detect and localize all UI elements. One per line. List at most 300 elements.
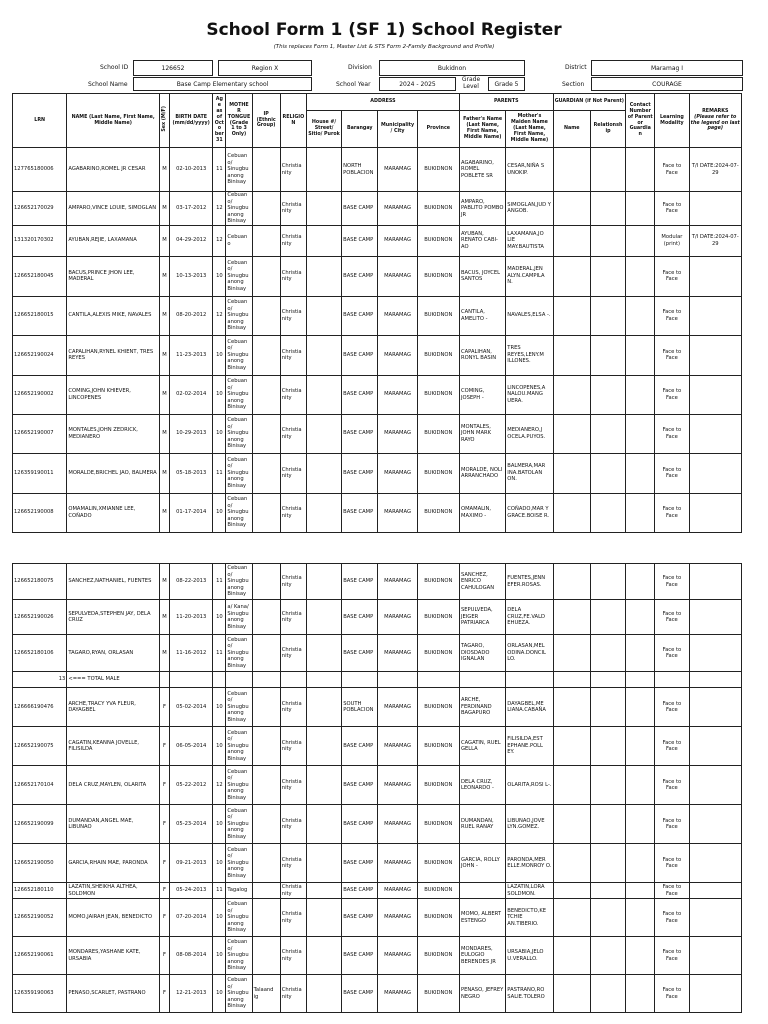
guardian-name-cell [553,225,590,256]
municipality-cell: MARAMAG [378,600,417,635]
age-cell: 10 [213,688,226,727]
col-age: Age as of Octo ber 31 [213,94,226,148]
barangay-cell: BASE CAMP [342,296,378,335]
sex-cell: F [159,805,169,844]
learning-modality-cell: Face to Face [655,148,689,192]
mother-name-cell: DELA CRUZ,FE.VALD EHUEZA. [506,600,553,635]
name-cell: MOMO,JAIRAH JEAN, BENEDICTO [67,899,160,937]
mother-name-cell: LIBUNAO,JOVE LYN.GOMEZ. [506,805,553,844]
barangay-cell: BASE CAMP [342,937,378,975]
table-row [13,375,742,414]
mother-name-cell: SIMOGLAN,JUD Y ANGOB. [506,192,553,226]
religion-cell: Christia nity [280,899,306,937]
guardian-relationship-cell [590,493,625,532]
father-name-cell: SEPULVEDA, JEIGER PATRIARCA [459,600,505,635]
register-table-page-2 [12,563,742,1013]
contact-cell [626,766,655,805]
table-row [13,600,742,635]
school-year-value: 2024 - 2025 [379,77,456,91]
sex-cell: M [159,148,169,192]
religion-cell: Christia nity [280,600,306,635]
empty-cell [378,672,417,688]
religion-cell: Christia nity [280,766,306,805]
table-row [13,453,742,493]
guardian-name-cell [553,414,590,453]
birth-date-cell: 01-17-2014 [170,493,213,532]
province-cell: BUKIDNON [417,414,459,453]
mother-tongue-cell: Cebuan o/ Sinugbu anong Binisay [226,899,252,937]
lrn-cell: 126652180045 [13,256,67,296]
lrn-cell: 126652180110 [13,883,67,899]
municipality-cell: MARAMAG [378,335,417,375]
province-cell: BUKIDNON [417,688,459,727]
remarks-cell [689,883,742,899]
guardian-name-cell [553,192,590,226]
contact-cell [626,453,655,493]
house-cell [306,414,341,453]
contact-cell [626,937,655,975]
barangay-cell: BASE CAMP [342,600,378,635]
mother-tongue-cell: Cebuan o/ Sinugbu anong Binisay [226,148,252,192]
province-cell: BUKIDNON [417,600,459,635]
learning-modality-cell: Face to Face [655,844,689,883]
religion-cell: Christia nity [280,564,306,600]
mother-name-cell: OLARITA,ROSI L-. [506,766,553,805]
municipality-cell: MARAMAG [378,148,417,192]
birth-date-cell: 02-10-2013 [170,148,213,192]
mother-tongue-cell: Cebuan o/ Sinugbu anong Binisay [226,727,252,766]
mother-name-cell: LINCOPENES,A NALOU.MANG UERA. [506,375,553,414]
contact-cell [626,564,655,600]
house-cell [306,600,341,635]
guardian-relationship-cell [590,564,625,600]
guardian-relationship-cell [590,453,625,493]
col-address: ADDRESS [306,94,459,111]
mother-name-cell: TRES REYES,LENY.M ILLONES. [506,335,553,375]
guardian-relationship-cell [590,225,625,256]
col-learning-modality: Learning Modality [655,94,689,148]
birth-date-cell: 05-18-2013 [170,453,213,493]
mother-tongue-cell: Cebuan o/ Sinugbu anong Binisay [226,192,252,226]
contact-cell [626,805,655,844]
remarks-cell: T/I DATE:2024-07-29 [689,148,741,192]
house-cell [306,296,341,335]
lrn-cell: 126652180015 [13,296,67,335]
total-row [13,672,742,688]
father-name-cell: DUMANDAN, RUEL RANAY [459,805,505,844]
birth-date-cell: 11-20-2013 [170,600,213,635]
empty-cell [459,672,505,688]
name-cell: CAPALIHAN,RYNEL KHIENT, TRES REYES [67,335,160,375]
father-name-cell: CAGATIN, RUEL GELLA [459,727,505,766]
col-guardian-name: Name [553,111,590,148]
mother-name-cell: ORLASAN,MEL ODINA.DONCIL LO. [506,635,553,672]
learning-modality-cell: Face to Face [655,414,689,453]
guardian-relationship-cell [590,192,625,226]
house-cell [306,975,341,1013]
father-name-cell: CAPALIHAN, RONYL BASIN [459,335,505,375]
name-cell: OMAMALIN,XMIANNE LEE, COÑADO [67,493,160,532]
ip-cell [252,335,280,375]
guardian-name-cell [553,375,590,414]
remarks-cell [689,975,742,1013]
religion-cell: Christia nity [280,192,306,226]
table-row [13,148,742,192]
name-cell: GARCIA,RHAIN MAE, PARONDA [67,844,160,883]
ip-cell [252,296,280,335]
learning-modality-cell: Face to Face [655,296,689,335]
guardian-name-cell [553,805,590,844]
province-cell: BUKIDNON [417,805,459,844]
name-cell: MONDARES,YASHANE KATE, URSABIA [67,937,160,975]
mother-name-cell: BENEDICTO,KE TCHIE AN.TIBERIO. [506,899,553,937]
learning-modality-cell: Face to Face [655,883,689,899]
religion-cell: Christia nity [280,256,306,296]
religion-cell: Christia nity [280,805,306,844]
guardian-name-cell [553,635,590,672]
name-cell: MONTALES,JOHN ZEDRICK, MEDIANERO [67,414,160,453]
remarks-cell [689,600,742,635]
remarks-cell [689,766,742,805]
learning-modality-cell: Face to Face [655,937,689,975]
contact-cell [626,335,655,375]
birth-date-cell: 02-02-2014 [170,375,213,414]
barangay-cell: BASE CAMP [342,335,378,375]
guardian-relationship-cell [590,256,625,296]
col-contact: Contact Number of Parent or Guardia n [626,94,655,148]
father-name-cell: TAGARO, DIOSDADO IGNALAN [459,635,505,672]
guardian-name-cell [553,335,590,375]
remarks-cell [689,844,742,883]
ip-cell [252,375,280,414]
municipality-cell: MARAMAG [378,635,417,672]
mother-tongue-cell: Cebuan o/ Sinugbu anong Binisay [226,335,252,375]
barangay-cell: BASE CAMP [342,564,378,600]
section-value: COURAGE [591,77,743,91]
lrn-cell: 126652190008 [13,493,67,532]
col-municipality: Municipality / City [378,111,417,148]
religion-cell: Christia nity [280,375,306,414]
col-mother: Mother's Maiden Name (Last Name, First Name, Middle Name) [506,111,553,148]
school-year-label: School Year [336,81,371,88]
col-ip: IP (Ethnic Group) [252,94,280,148]
contact-cell [626,414,655,453]
ip-cell [252,256,280,296]
barangay-cell: BASE CAMP [342,375,378,414]
mother-tongue-cell: Cebuan o/ Sinugbu anong Binisay [226,256,252,296]
contact-cell [626,493,655,532]
birth-date-cell: 05-02-2014 [170,688,213,727]
learning-modality-cell: Face to Face [655,600,689,635]
age-cell: 11 [213,453,226,493]
birth-date-cell: 12-21-2013 [170,975,213,1013]
mother-name-cell: MADERAL,JEN ALYN.CAMPILA N. [506,256,553,296]
guardian-name-cell [553,148,590,192]
municipality-cell: MARAMAG [378,975,417,1013]
sex-cell: F [159,975,169,1013]
birth-date-cell: 05-22-2012 [170,766,213,805]
father-name-cell: MOMO, ALBERT ESTENGO [459,899,505,937]
province-cell: BUKIDNON [417,937,459,975]
guardian-name-cell [553,493,590,532]
name-cell: LAZATIN,SHEIKHA ALTHEA, SOLDMON [67,883,160,899]
house-cell [306,688,341,727]
col-house: House #/ Street/ Sitio/ Purok [306,111,341,148]
lrn-cell: 126652190007 [13,414,67,453]
lrn-cell: 131320170302 [13,225,67,256]
col-name: NAME (Last Name, First Name, Middle Name) [67,94,160,148]
lrn-cell: 126359190063 [13,975,67,1013]
mother-name-cell: LAXAMANA,JO LIE MAY.BAUTISTA [506,225,553,256]
table-row [13,635,742,672]
col-barangay: Barangay [342,111,378,148]
guardian-relationship-cell [590,148,625,192]
guardian-relationship-cell [590,899,625,937]
ip-cell [252,727,280,766]
lrn-cell: 126652180106 [13,635,67,672]
col-guardian-relationship: Relationsh ip [590,111,625,148]
total-label-cell: <=== TOTAL MALE [67,672,160,688]
remarks-cell [689,899,742,937]
mother-tongue-cell: Cebuan o/ Sinugbu anong Binisay [226,635,252,672]
name-cell: CAGATIN,KEANNA JOVELLE, FILISILDA [67,727,160,766]
age-cell: 10 [213,414,226,453]
table-row [13,225,742,256]
father-name-cell: MORALDE, NOLI ARRANCHADO [459,453,505,493]
birth-date-cell: 10-13-2013 [170,256,213,296]
guardian-name-cell [553,296,590,335]
ip-cell [252,414,280,453]
col-parents: PARENTS [459,94,553,111]
age-cell: 11 [213,564,226,600]
barangay-cell: BASE CAMP [342,727,378,766]
municipality-cell: MARAMAG [378,727,417,766]
religion-cell: Christia nity [280,883,306,899]
age-cell: 12 [213,296,226,335]
table-row [13,975,742,1013]
barangay-cell: BASE CAMP [342,635,378,672]
learning-modality-cell: Face to Face [655,635,689,672]
religion-cell: Christia nity [280,844,306,883]
name-cell: DUMANDAN,ANGEL MAE, LIBUNAO [67,805,160,844]
mother-tongue-cell: Cebuan o/ Sinugbu anong Binisay [226,564,252,600]
ip-cell [252,688,280,727]
remarks-cell [689,296,741,335]
empty-cell [590,672,625,688]
province-cell: BUKIDNON [417,975,459,1013]
barangay-cell: BASE CAMP [342,453,378,493]
division-label: Division [348,64,372,71]
mother-tongue-cell: Cebuan o/ Sinugbu anong Binisay [226,805,252,844]
remarks-cell [689,335,741,375]
guardian-name-cell [553,256,590,296]
house-cell [306,766,341,805]
name-cell: AYUBAN,REJIE, LAXAMANA [67,225,160,256]
province-cell: BUKIDNON [417,335,459,375]
lrn-cell: 126652190002 [13,375,67,414]
guardian-relationship-cell [590,883,625,899]
municipality-cell: MARAMAG [378,414,417,453]
empty-cell [626,672,655,688]
name-cell: CANTILA,ALEXIS MIKE, NAVALES [67,296,160,335]
province-cell: BUKIDNON [417,844,459,883]
province-cell: BUKIDNON [417,727,459,766]
religion-cell: Christia nity [280,975,306,1013]
lrn-cell: 126652190075 [13,727,67,766]
table-row [13,192,742,226]
guardian-name-cell [553,727,590,766]
ip-cell [252,766,280,805]
empty-cell [417,672,459,688]
guardian-name-cell [553,688,590,727]
ip-cell [252,899,280,937]
empty-cell [170,672,213,688]
mother-tongue-cell: Cebuan o/ Sinugbu anong Binisay [226,766,252,805]
religion-cell: Christia nity [280,414,306,453]
total-count-cell: 13 [13,672,67,688]
birth-date-cell: 05-24-2013 [170,883,213,899]
learning-modality-cell: Modular (print) [655,225,689,256]
lrn-cell: 126359190011 [13,453,67,493]
municipality-cell: MARAMAG [378,256,417,296]
father-name-cell: SANCHEZ, ENRICO CAHULOGAN [459,564,505,600]
learning-modality-cell: Face to Face [655,493,689,532]
name-cell: MORALDE,BRICHEL JAO, BALMERA [67,453,160,493]
province-cell: BUKIDNON [417,453,459,493]
guardian-relationship-cell [590,335,625,375]
sex-cell: M [159,564,169,600]
province-cell: BUKIDNON [417,899,459,937]
mother-name-cell: CESAR,NIÑA S UNOKIP. [506,148,553,192]
guardian-name-cell [553,766,590,805]
age-cell: 11 [213,635,226,672]
guardian-name-cell [553,975,590,1013]
learning-modality-cell: Face to Face [655,688,689,727]
sex-cell: F [159,883,169,899]
birth-date-cell: 08-22-2013 [170,564,213,600]
learning-modality-cell: Face to Face [655,766,689,805]
birth-date-cell: 04-29-2012 [170,225,213,256]
province-cell: BUKIDNON [417,493,459,532]
municipality-cell: MARAMAG [378,844,417,883]
mother-tongue-cell: Cebuan o/ Sinugbu anong Binisay [226,937,252,975]
name-cell: SANCHEZ,NATHANIEL, FUENTES [67,564,160,600]
father-name-cell: ARCHE, FERDINAND BAGAPURO [459,688,505,727]
ip-cell [252,564,280,600]
guardian-relationship-cell [590,766,625,805]
col-lrn: LRN [13,94,67,148]
birth-date-cell: 06-05-2014 [170,727,213,766]
sex-cell: M [159,296,169,335]
ip-cell [252,493,280,532]
birth-date-cell: 03-17-2012 [170,192,213,226]
father-name-cell: GARCIA, ROLLY JOHN - [459,844,505,883]
remarks-cell [689,688,742,727]
birth-date-cell: 11-23-2013 [170,335,213,375]
guardian-relationship-cell [590,600,625,635]
school-name-value: Base Camp Elementary school [133,77,312,91]
register-table-page-1 [12,93,742,533]
mother-tongue-cell: Cebuan o/ Sinugbu anong Binisay [226,844,252,883]
province-cell: BUKIDNON [417,635,459,672]
province-cell: BUKIDNON [417,192,459,226]
birth-date-cell: 11-16-2012 [170,635,213,672]
name-cell: AGABARINO,ROMEL JR CESAR [67,148,160,192]
table-row [13,256,742,296]
guardian-name-cell [553,453,590,493]
lrn-cell: 126652170104 [13,766,67,805]
empty-cell [306,672,341,688]
col-sex: Sex (M/F) [159,94,169,148]
mother-name-cell: FUENTES,JENN EFER.ROSAS. [506,564,553,600]
barangay-cell: BASE CAMP [342,493,378,532]
municipality-cell: MARAMAG [378,688,417,727]
guardian-relationship-cell [590,844,625,883]
table-row [13,564,742,600]
province-cell: BUKIDNON [417,766,459,805]
birth-date-cell: 08-20-2012 [170,296,213,335]
sex-cell: M [159,335,169,375]
guardian-relationship-cell [590,937,625,975]
contact-cell [626,296,655,335]
religion-cell: Christia nity [280,493,306,532]
ip-cell [252,148,280,192]
birth-date-cell: 05-23-2014 [170,805,213,844]
sex-cell: M [159,635,169,672]
mother-tongue-cell: Cebuan o/ Sinugbu anong Binisay [226,414,252,453]
religion-cell: Christia nity [280,635,306,672]
father-name-cell: MONTALES, JOHN MARK RAYO [459,414,505,453]
remarks-cell [689,375,741,414]
house-cell [306,899,341,937]
table-row [13,899,742,937]
ip-cell [252,600,280,635]
contact-cell [626,688,655,727]
birth-date-cell: 07-20-2014 [170,899,213,937]
birth-date-cell: 09-21-2013 [170,844,213,883]
municipality-cell: MARAMAG [378,899,417,937]
father-name-cell: AGABARINO, ROMEL POBLETE SR [459,148,505,192]
age-cell: 12 [213,192,226,226]
lrn-cell: 126652190026 [13,600,67,635]
mother-tongue-cell: Cebuan o [226,225,252,256]
table-row [13,493,742,532]
remarks-cell [689,453,741,493]
father-name-cell: COMING, JOSEPH - [459,375,505,414]
province-cell: BUKIDNON [417,883,459,899]
house-cell [306,148,341,192]
col-mother-tongue: MOTHE R TONGUE (Grade 1 to 3 Only) [226,94,252,148]
name-cell: SEPULVEDA,STEPHEN JAY, DELA CRUZ [67,600,160,635]
col-province: Province [417,111,459,148]
mother-tongue-cell: Cebuan o/ Sinugbu anong Binisay [226,296,252,335]
sex-cell: M [159,256,169,296]
empty-cell [159,672,169,688]
municipality-cell: MARAMAG [378,883,417,899]
mother-name-cell: LAZATIN,LORA SOLDMON. [506,883,553,899]
sex-cell: M [159,600,169,635]
region-value: Region X [218,60,312,76]
municipality-cell: MARAMAG [378,493,417,532]
empty-cell [280,672,306,688]
municipality-cell: MARAMAG [378,805,417,844]
sex-cell: M [159,414,169,453]
barangay-cell: BASE CAMP [342,766,378,805]
mother-tongue-cell: a/ Kana/ Sinugbu anong Binisay [226,600,252,635]
mother-name-cell: URSABIA,JELO U.VERALLO. [506,937,553,975]
school-id-label: School ID [100,64,129,71]
barangay-cell: BASE CAMP [342,192,378,226]
